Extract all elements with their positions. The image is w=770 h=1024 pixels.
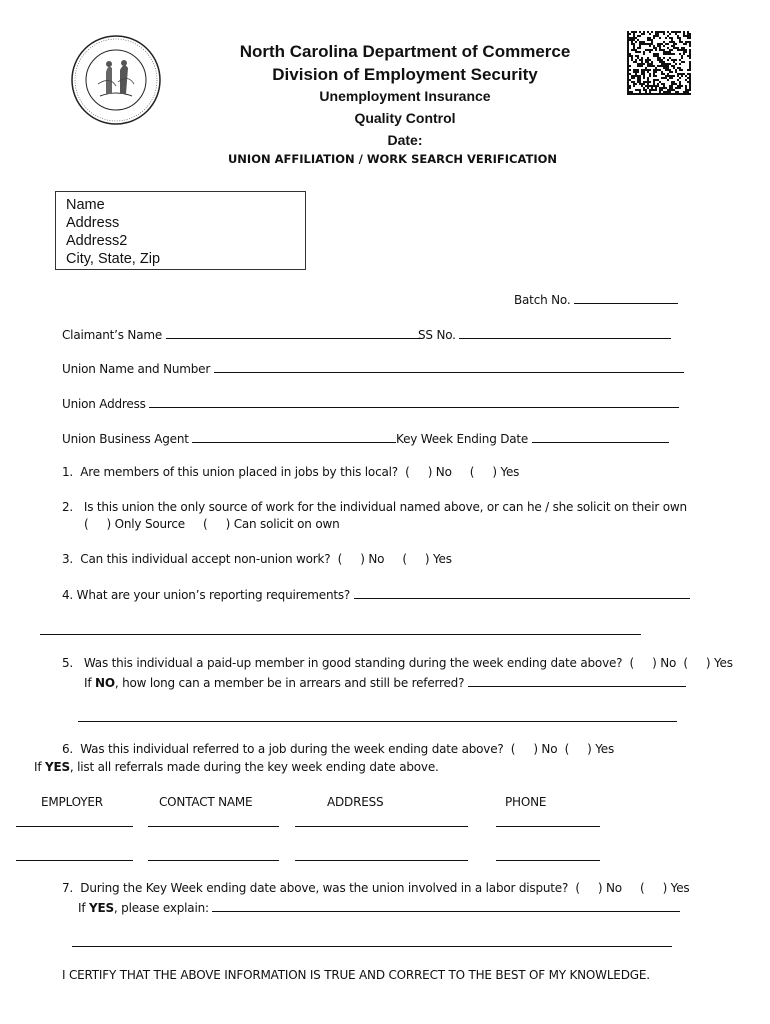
col-contact-name: CONTACT NAME <box>159 795 253 809</box>
q6-yes-bold: YES <box>44 760 70 774</box>
q5-if: If <box>84 676 95 690</box>
address-line1: Address <box>66 215 120 231</box>
employer-line-2[interactable] <box>16 860 133 861</box>
question-2-options[interactable]: ( ) Only Source ( ) Can solicit on own <box>84 517 340 531</box>
q6-rest: , list all referrals made during the key week ending date above. <box>69 760 439 774</box>
question-5: 5. Was this individual a paid-up member in good standing during the week ending date above? ( ) No ( ) Yes <box>62 656 733 670</box>
question-7-followup <box>78 899 680 915</box>
question-7: 7. During the Key Week ending date above, was the union involved in a labor dispute? ( ) No ( ) Yes <box>62 881 690 895</box>
claimant-name-field[interactable] <box>62 326 421 342</box>
key-week-label: Key Week Ending Date <box>396 432 529 446</box>
address-name: Name <box>66 197 105 213</box>
batch-no-label: Batch No. <box>514 293 571 307</box>
address-line-1[interactable] <box>295 826 468 827</box>
nc-state-seal-icon <box>70 34 162 126</box>
question-3: 3. Can this individual accept non-union work? ( ) No ( ) Yes <box>62 552 452 566</box>
date-label: Date: <box>387 132 423 148</box>
question-5-followup <box>84 674 686 690</box>
question-2: 2. Is this union the only source of work for the individual named above, or can he / she solicit on their own <box>62 500 687 514</box>
key-week-field[interactable] <box>396 430 669 446</box>
mailing-address-box <box>55 191 306 270</box>
phone-line-2[interactable] <box>496 860 600 861</box>
union-address-field[interactable] <box>62 395 679 411</box>
contact-line-1[interactable] <box>148 826 279 827</box>
question-6: 6. Was this individual referred to a job during the week ending date above? ( ) No ( ) Yes <box>62 742 615 756</box>
qr-code-icon <box>627 31 691 95</box>
q7-rest: , please explain: <box>113 901 209 915</box>
union-name-field[interactable] <box>62 360 684 376</box>
phone-line-1[interactable] <box>496 826 600 827</box>
batch-no-field[interactable] <box>514 291 678 307</box>
col-address: ADDRESS <box>327 795 384 809</box>
address-line2: Address2 <box>66 233 128 249</box>
col-employer: EMPLOYER <box>41 795 103 809</box>
q7-if: If <box>78 901 89 915</box>
address-city-state-zip: City, State, Zip <box>66 251 161 267</box>
contact-line-2[interactable] <box>148 860 279 861</box>
q7-yes-bold: YES <box>88 901 114 915</box>
form-title: UNION AFFILIATION / WORK SEARCH VERIFICATION <box>227 152 558 166</box>
question-6-followup <box>34 760 439 774</box>
ss-no-field[interactable] <box>418 326 671 342</box>
unit-name: Quality Control <box>354 110 456 126</box>
program-name: Unemployment Insurance <box>319 88 491 104</box>
ss-no-label: SS No. <box>418 328 456 342</box>
answer-line-5[interactable] <box>78 721 677 722</box>
union-name-label: Union Name and Number <box>62 362 211 376</box>
q5-rest: , how long can a member be in arrears and still be referred? <box>114 676 465 690</box>
question-1: 1. Are members of this union placed in jobs by this local? ( ) No ( ) Yes <box>62 465 520 479</box>
union-agent-field[interactable] <box>62 430 396 446</box>
employer-line-1[interactable] <box>16 826 133 827</box>
answer-line-7[interactable] <box>72 946 672 947</box>
col-phone: PHONE <box>505 795 547 809</box>
q6-if: If <box>34 760 45 774</box>
question-4 <box>62 586 690 602</box>
union-agent-label: Union Business Agent <box>62 432 189 446</box>
q5-no-bold: NO <box>94 676 115 690</box>
address-line-2[interactable] <box>295 860 468 861</box>
claimant-name-label: Claimant’s Name <box>62 328 163 342</box>
certification-statement: I CERTIFY THAT THE ABOVE INFORMATION IS TRUE AND CORRECT TO THE BEST OF MY KNOWLEDGE. <box>62 968 650 982</box>
answer-line-4[interactable] <box>40 634 641 635</box>
union-address-label: Union Address <box>62 397 146 411</box>
agency-name: North Carolina Department of Commerce <box>239 42 571 61</box>
question-4-text: 4. What are your union’s reporting requirements? <box>62 588 351 602</box>
division-name: Division of Employment Security <box>272 65 538 84</box>
